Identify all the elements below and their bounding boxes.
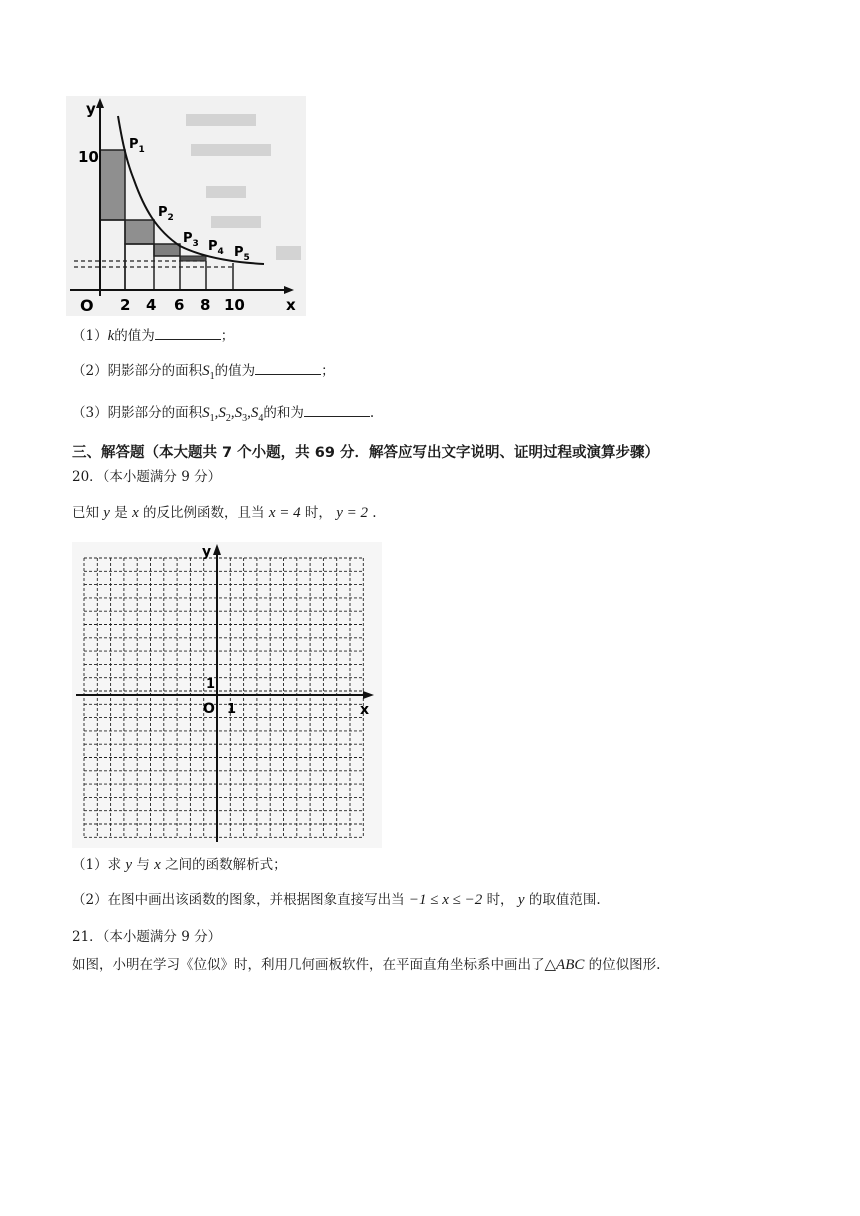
q20-stem <box>72 503 377 523</box>
q19-var-s4-list: $S_4$ <box>250 405 264 424</box>
shaded-rect-s4 <box>180 256 206 261</box>
q20-stem-d: 时， <box>304 505 332 521</box>
y-axis-label: y <box>86 100 96 118</box>
section-3-title: 三、解答题（本大题共 7 个小题，共 69 分．解答应写出文字说明、证明过程或演算步骤） <box>72 445 659 461</box>
q19-part1-text: 的值为 <box>114 328 155 344</box>
x-tick-4: 4 <box>146 296 157 314</box>
q19-part3-number: （3） <box>72 405 108 421</box>
q19-part1-number: （1） <box>72 328 108 344</box>
answer-blank-s1[interactable] <box>255 360 321 375</box>
sep-3: , <box>247 405 251 421</box>
q20-part1-a: 求 <box>107 857 122 873</box>
q20-part1-c: 之间的函数解析式； <box>165 857 287 873</box>
q20-part2 <box>72 890 601 910</box>
q21-triangle-abc: △ABC <box>544 957 585 973</box>
q20-part2-c: 的取值范围. <box>528 892 601 908</box>
grid-origin-label: O <box>203 701 215 717</box>
y-tick-10: 10 <box>78 148 99 166</box>
x-tick-2: 2 <box>120 296 131 314</box>
shaded-rect-s3 <box>154 244 180 256</box>
shaded-rect-s1 <box>100 150 125 220</box>
x-tick-10: 10 <box>224 296 245 314</box>
q19-part2 <box>72 360 335 387</box>
q19-part1 <box>72 325 234 346</box>
q20-part2-number: （2） <box>72 892 108 908</box>
answer-blank-sum[interactable] <box>304 402 370 417</box>
point-label-p2: $P_2$ <box>158 205 174 223</box>
hyperbola-figure <box>66 96 306 316</box>
q19-part2-number: （2） <box>72 363 108 379</box>
q19-var-s3-list: $S_3$ <box>234 405 248 424</box>
point-label-p1: $P_1$ <box>129 137 145 155</box>
q20-part2-var-y: y <box>517 892 525 908</box>
q19-part2-text: 阴影部分的面积 <box>107 363 203 379</box>
q21-stem <box>72 955 660 975</box>
origin-label: O <box>80 296 94 315</box>
q20-condition-x: x = 4 <box>268 505 301 521</box>
q20-part1 <box>72 855 287 875</box>
x-axis-label: x <box>286 296 296 314</box>
q19-part3-text: 阴影部分的面积 <box>107 405 203 421</box>
q20-var-y: y <box>103 505 110 521</box>
q19-var-s1: $S_1$ <box>202 363 215 382</box>
q19-part3-text2: 的和为 <box>263 405 304 421</box>
q19-part3-end: . <box>369 405 375 421</box>
coordinate-grid-figure <box>72 542 382 848</box>
q20-part1-number: （1） <box>72 857 108 873</box>
point-label-p3: $P_3$ <box>183 231 199 249</box>
shaded-rect-s2 <box>125 220 154 244</box>
q20-stem-end: . <box>372 505 377 521</box>
answer-blank-k[interactable] <box>155 325 221 340</box>
grid-unit-x: 1 <box>227 702 237 717</box>
q21-header: 21．（本小题满分 9 分） <box>72 929 222 945</box>
q20-condition-y: y = 2 <box>336 505 368 521</box>
q20-part2-inequality: −1 ≤ x ≤ −2 <box>408 892 483 908</box>
q20-part1-var-y: y <box>125 857 133 873</box>
grid-x-axis-label: x <box>360 702 370 718</box>
q19-part2-end: ； <box>321 363 335 379</box>
q20-part1-var-x: x <box>154 857 161 873</box>
q19-var-k: k <box>107 328 115 344</box>
q19-part2-text2: 的值为 <box>214 363 256 379</box>
q19-part3 <box>72 402 374 429</box>
q20-var-x: x <box>132 505 139 521</box>
x-tick-8: 8 <box>200 296 211 314</box>
sep-1: , <box>214 405 219 421</box>
q20-stem-c: 的反比例函数，且当 <box>143 505 265 521</box>
q20-stem-a: 已知 <box>72 505 99 521</box>
q20-part2-b: 时， <box>486 892 514 908</box>
sep-2: , <box>230 405 235 421</box>
grid-unit-y: 1 <box>206 677 216 692</box>
q19-var-s1-list: $S_1$ <box>202 405 215 424</box>
q21-stem-b: 的位似图形. <box>588 957 661 973</box>
grid-y-axis-label: y <box>202 544 212 560</box>
q20-part1-b: 与 <box>136 857 150 873</box>
q20-part2-a: 在图中画出该函数的图象，并根据图象直接写出当 <box>107 892 405 908</box>
x-tick-6: 6 <box>174 296 185 314</box>
q20-header: 20．（本小题满分 9 分） <box>72 469 222 485</box>
point-label-p4: $P_4$ <box>208 239 224 257</box>
q20-stem-b: 是 <box>114 505 128 521</box>
point-label-p5: $P_5$ <box>234 245 250 263</box>
q21-stem-a: 如图，小明在学习《位似》时，利用几何画板软件，在平面直角坐标系中画出了 <box>72 957 545 973</box>
q19-part1-end: ； <box>220 328 235 344</box>
q19-var-s2-list: $S_2$ <box>218 405 231 424</box>
